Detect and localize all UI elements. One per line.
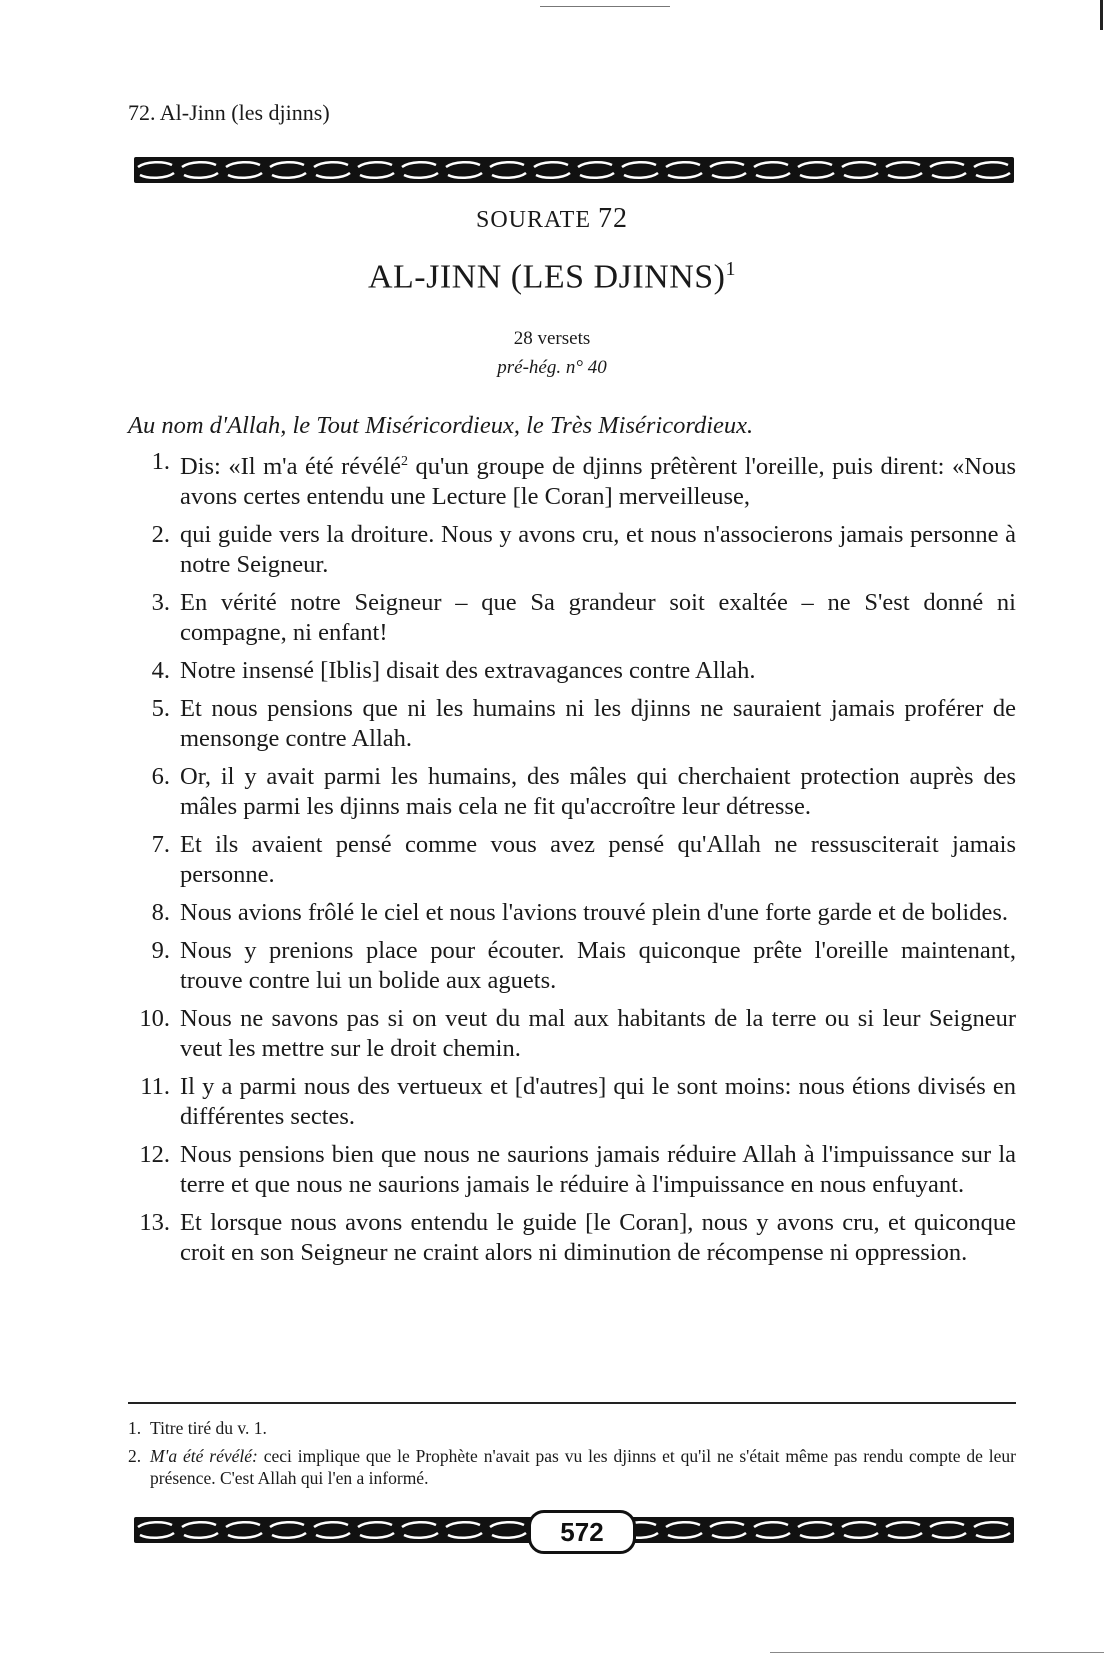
verse-text: Et ils avaient pensé comme vous avez pensé qu'Allah ne ressusciterait jamais personne. (180, 831, 1016, 889)
footnote-body (150, 1445, 1016, 1489)
verse-text (180, 447, 1016, 512)
verse (128, 1208, 1016, 1268)
verse-text-part: Dis: «Il m'a été révélé (180, 453, 401, 481)
verse-count: 28 versets (513, 328, 591, 349)
verse (128, 762, 1016, 822)
footnote-number: 1. (128, 1418, 142, 1438)
verse-text: Nous y prenions place pour écouter. Mais quiconque prête l'oreille maintenant, trouve contre lui un bolide aux aguets. (180, 937, 1016, 995)
footnote-term: M'a été révélé: (150, 1446, 258, 1466)
verse (128, 656, 1016, 686)
running-head: 72. Al-Jinn (les djinns) (128, 100, 330, 125)
verse-number: 5. (151, 695, 170, 723)
title-footnote-ref: 1 (725, 258, 737, 280)
verse (128, 520, 1016, 580)
verse-text: Et nous pensions que ni les humains ni les djinns ne sauraient jamais proférer de mensonge contre Allah. (180, 695, 1016, 753)
verse-number: 2. (151, 521, 170, 549)
verse-number: 11. (140, 1073, 170, 1101)
ornament-band-top (134, 157, 1014, 183)
surah-number: 72 (598, 203, 628, 234)
verse-number: 9. (151, 937, 170, 965)
verse-number: 12. (139, 1141, 170, 1169)
verse (128, 1004, 1016, 1064)
verse-number: 13. (139, 1209, 170, 1237)
footnote-text: ceci implique que le Prophète n'avait pas vu les djinns et qu'il ne s'était même pas rendu compte de leur présence. C'est Allah qui l'en a informé. (150, 1446, 1016, 1488)
footnote-number: 2. (128, 1446, 142, 1466)
verse (128, 936, 1016, 996)
top-scan-rule (540, 6, 670, 7)
verse (128, 1140, 1016, 1200)
verse (128, 447, 1016, 512)
verse-number: 1. (151, 448, 170, 475)
ornament-pattern-top (134, 157, 1014, 183)
surah-title-text: AL-JINN (LES DJINNS) (367, 258, 726, 296)
verse (128, 588, 1016, 648)
page-number: 572 (528, 1510, 636, 1554)
verse-text: qui guide vers la droiture. Nous y avons cru, et nous n'associerons jamais personne à notre Seigneur. (180, 521, 1016, 579)
verse-number: 7. (151, 831, 170, 859)
footnotes (128, 1417, 1016, 1495)
verse-number: 10. (139, 1005, 170, 1033)
verse-number: 4. (151, 657, 170, 685)
verse-text: Nous avions frôlé le ciel et nous l'avions trouvé plein d'une forte garde et de bolides. (180, 899, 1008, 927)
verse-number: 6. (151, 763, 170, 791)
verse-list (128, 447, 1016, 1276)
surah-label (0, 203, 1104, 235)
verse-text: Il y a parmi nous des vertueux et [d'autres] qui le sont moins: nous étions divisés en différentes sectes. (180, 1073, 1016, 1131)
verse-number: 8. (151, 899, 170, 927)
verse-text: Et lorsque nous avons entendu le guide [le Coran], nous y avons cru, et quiconque croit en son Seigneur ne craint alors ni diminution de récompense ni oppression. (180, 1209, 1016, 1267)
verse-text: Or, il y avait parmi les humains, des mâles qui cherchaient protection auprès des mâles parmi les djinns mais cela ne fit qu'accroître leur détresse. (180, 763, 1016, 821)
footnote-divider (128, 1402, 1016, 1404)
verse (128, 1072, 1016, 1132)
verse-text-part: qu'un groupe de djinns prêtèrent l'oreille, puis dirent: «Nous avons certes entendu une Lecture [le Coran] merveilleuse, (180, 453, 1016, 511)
verse (128, 694, 1016, 754)
verse (128, 898, 1016, 928)
footnote-text: Titre tiré du v. 1. (150, 1418, 267, 1438)
footnote (128, 1445, 1016, 1489)
verse (128, 830, 1016, 890)
edge-scan-mark (1100, 0, 1103, 30)
verse-number: 3. (151, 589, 170, 617)
verse-footnote-ref: 2 (400, 454, 408, 469)
verse-text: Nous pensions bien que nous ne saurions jamais réduire Allah à l'impuissance sur la terre et que nous ne saurions jamais le réduire à l'impuissance en nous enfuyant. (180, 1141, 1016, 1199)
verse-text: En vérité notre Seigneur – que Sa grandeur soit exaltée – ne S'est donné ni compagne, ni enfant! (180, 589, 1016, 647)
footnote (128, 1417, 1016, 1439)
verse-text: Notre insensé [Iblis] disait des extravagances contre Allah. (180, 657, 756, 685)
bottom-scan-rule (770, 1652, 1104, 1653)
basmala: Au nom d'Allah, le Tout Miséricordieux, le Très Miséricordieux. (128, 412, 754, 439)
surah-title (0, 258, 1104, 296)
verse-text: Nous ne savons pas si on veut du mal aux habitants de la terre ou si leur Seigneur veut les mettre sur le droit chemin. (180, 1005, 1016, 1063)
revelation-order: pré-hég. n° 40 (497, 357, 607, 378)
surah-prefix: SOURATE (475, 207, 591, 233)
